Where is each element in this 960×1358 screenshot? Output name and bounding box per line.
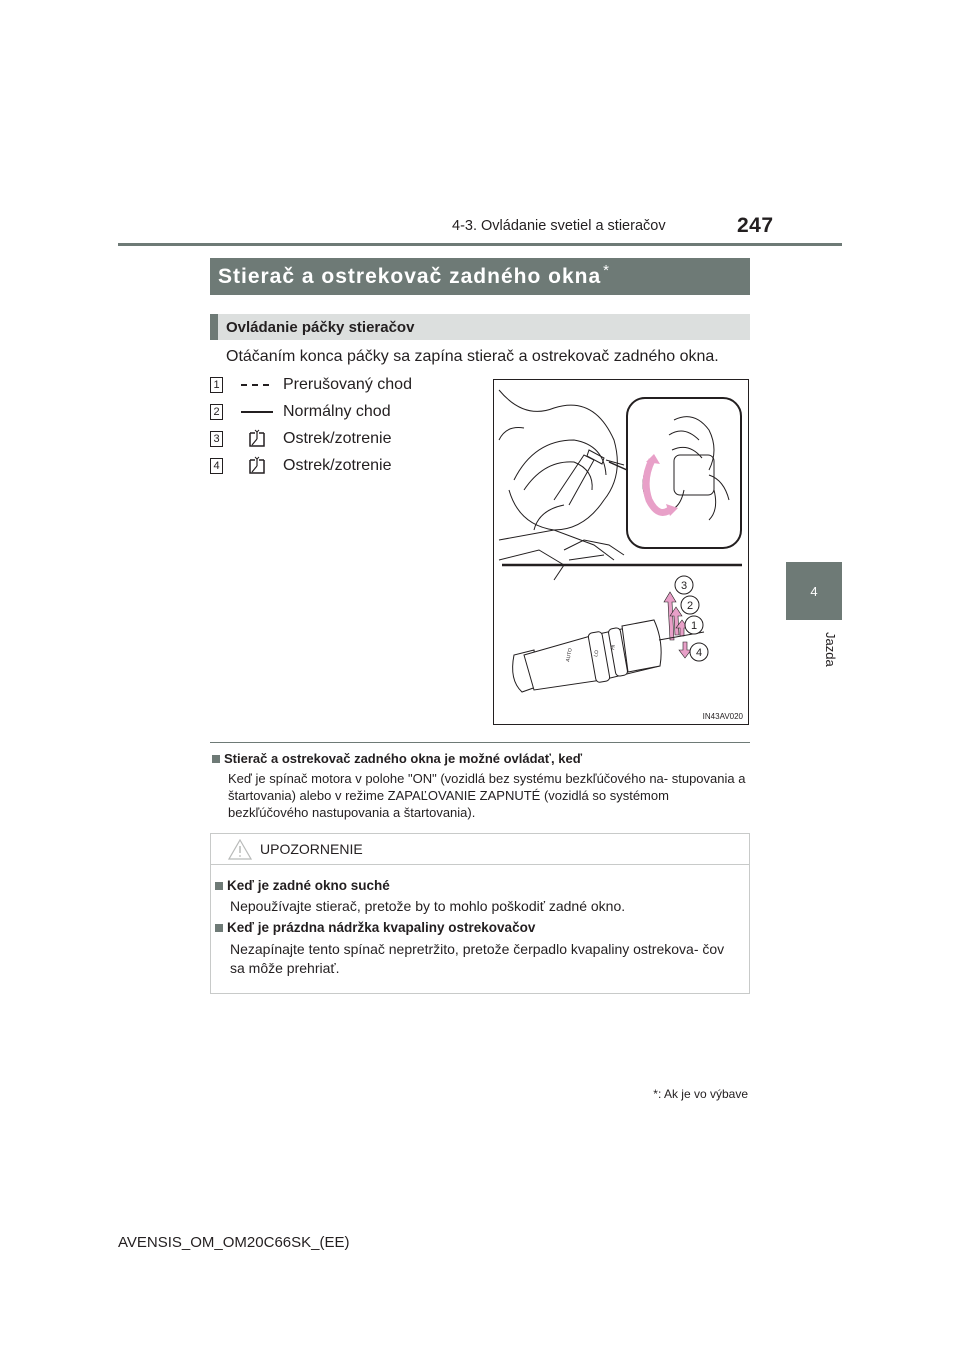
- callout-1: 1: [690, 620, 698, 632]
- chapter-title: 4-3. Ovládanie svetiel a stieračov: [452, 218, 666, 234]
- section-title-text: Stierač a ostrekovač zadného okna: [218, 264, 602, 288]
- warning-item-body: Nezapínajte tento spínač nepretržito, pretože čerpadlo kvapaliny ostrekova- čov sa môže prehriať.: [230, 941, 725, 976]
- legend-number: 4: [210, 458, 223, 474]
- warning-triangle-icon: [228, 839, 252, 860]
- document-code: AVENSIS_OM_OM20C66SK_(EE): [118, 1234, 350, 1251]
- footnote-mark: *: [653, 1087, 658, 1101]
- footnote-text: : Ak je vo výbave: [657, 1087, 748, 1101]
- callout-4: 4: [695, 647, 703, 659]
- solid-line-icon: [241, 410, 273, 414]
- note-title-text: Stierač a ostrekovač zadného okna je možné ovládať, keď: [224, 751, 583, 766]
- note-body: Keď je spínač motora v polohe "ON" (vozidlá bez systému bezkľúčového na- stupovania a štartovania) alebo v režime ZAPAĽOVANIE ZAPNUTÉ (vozidlá so systémom bezkľúčového nastupovania a štartovania).: [228, 771, 746, 820]
- legend-label: Normálny chod: [283, 403, 391, 420]
- warning-box: [210, 833, 750, 994]
- chapter-tab-number: 4: [810, 583, 818, 599]
- wiper-lever-drawing: [494, 380, 748, 724]
- legend-item: [210, 374, 412, 396]
- warning-item-body: Nepoužívajte stierač, pretože by to mohlo poškodiť zadné okno.: [230, 898, 626, 914]
- wiper-lever-illustration: [493, 379, 749, 725]
- washer-icon: [241, 429, 273, 449]
- chapter-tab-label: Jazda: [823, 632, 838, 667]
- callout-2: 2: [686, 600, 694, 612]
- dashed-line-icon: [241, 383, 273, 387]
- note-title: [212, 751, 582, 766]
- legend-label: Ostrek/zotrenie: [283, 457, 392, 474]
- subheading: [210, 314, 750, 340]
- warning-header: [211, 834, 749, 865]
- washer-icon: [241, 456, 273, 476]
- divider: [210, 742, 750, 743]
- warning-item-title: Keď je prázdna nádržka kvapaliny ostrekovačov: [215, 920, 535, 935]
- legend-item: [210, 455, 391, 477]
- legend-item: [210, 401, 391, 423]
- subheading-text: Ovládanie páčky stieračov: [226, 318, 415, 336]
- svg-text:LO: LO: [593, 649, 601, 658]
- chapter-tab[interactable]: [786, 562, 842, 620]
- legend-label: Ostrek/zotrenie: [283, 430, 392, 447]
- warning-item-title: Keď je zadné okno suché: [215, 878, 390, 893]
- legend-number: 3: [210, 431, 223, 447]
- callout-3: 3: [680, 580, 688, 592]
- svg-text:AUTO: AUTO: [565, 647, 574, 663]
- section-title: [210, 258, 750, 295]
- legend-item: [210, 428, 391, 450]
- legend-number: 1: [210, 377, 223, 393]
- square-bullet-icon: [215, 924, 223, 932]
- svg-text:HI: HI: [610, 644, 617, 651]
- intro-text: Otáčaním konca páčky sa zapína stierač a ostrekovač zadného okna.: [226, 348, 719, 365]
- header-rule: [118, 243, 842, 246]
- equipment-mark: *: [603, 262, 610, 279]
- figure-code: IN43AV020: [702, 712, 743, 721]
- footnote: [600, 1087, 748, 1101]
- warning-label: UPOZORNENIE: [260, 841, 363, 857]
- square-bullet-icon: [212, 755, 220, 763]
- square-bullet-icon: [215, 882, 223, 890]
- legend-label: Prerušovaný chod: [283, 376, 412, 393]
- page-number: 247: [737, 214, 774, 237]
- legend-number: 2: [210, 404, 223, 420]
